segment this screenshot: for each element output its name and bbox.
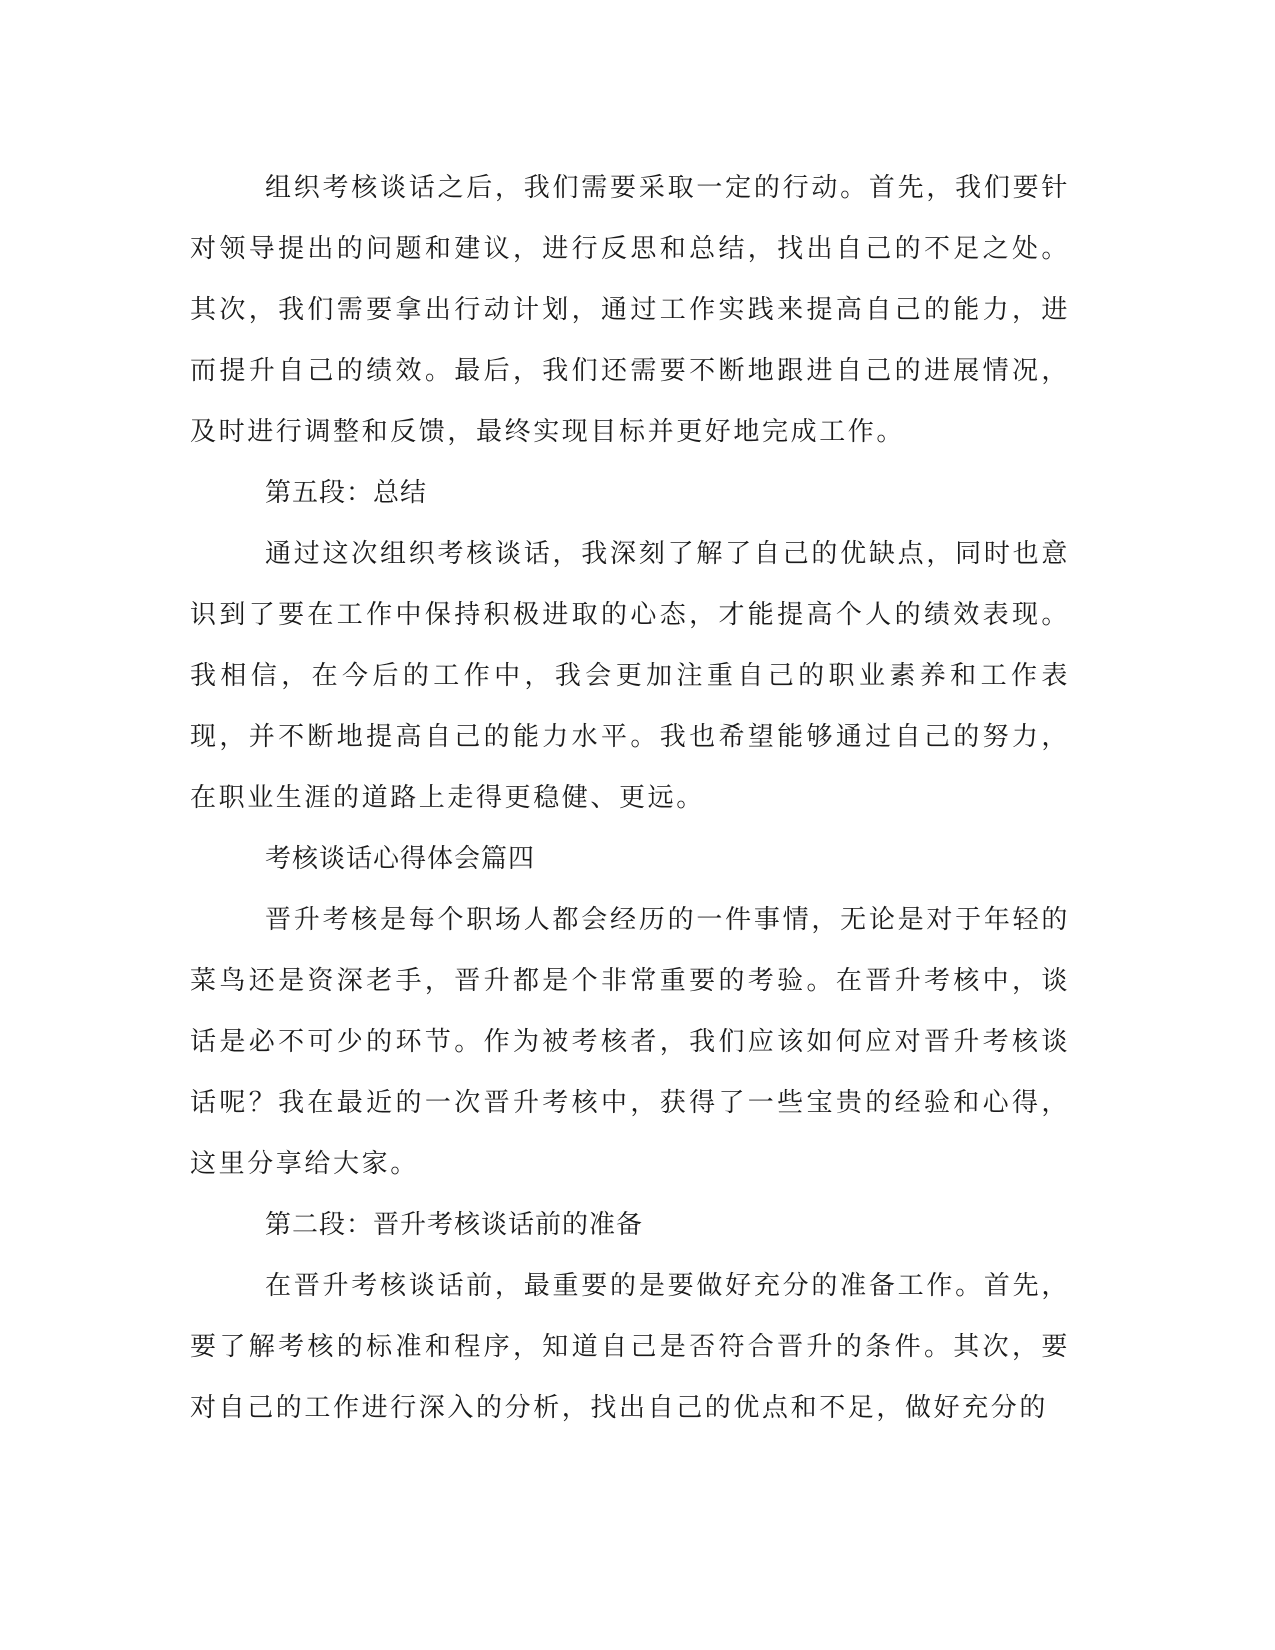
paragraph-preparation: 在晋升考核谈话前，最重要的是要做好充分的准备工作。首先，要了解考核的标准和程序，知道自己是否符合晋升的条件。其次，要对自己的工作进行深入的分析，找出自己的优点和不足，做好充分的 xyxy=(190,1271,1070,1423)
paragraph-summary: 通过这次组织考核谈话，我深刻了解了自己的优缺点，同时也意识到了要在工作中保持积极进取的心态，才能提高个人的绩效表现。我相信，在今后的工作中，我会更加注重自己的职业素养和工作表现，并不断地提高自己的能力水平。我也希望能够通过自己的努力，在职业生涯的道路上走得更稳健、更远。 xyxy=(190,539,1070,813)
paragraph-action-after-talk: 组织考核谈话之后，我们需要采取一定的行动。首先，我们要针对领导提出的问题和建议，进行反思和总结，找出自己的不足之处。其次，我们需要拿出行动计划，通过工作实践来提高自己的能力，进而提升自己的绩效。最后，我们还需要不断地跟进自己的进展情况，及时进行调整和反馈，最终实现目标并更好地完成工作。 xyxy=(190,173,1070,447)
article-title-part-four: 考核谈话心得体会篇四 xyxy=(265,844,536,874)
section-heading-summary: 第五段：总结 xyxy=(265,478,428,508)
paragraph-promotion-intro: 晋升考核是每个职场人都会经历的一件事情，无论是对于年轻的菜鸟还是资深老手，晋升都是个非常重要的考验。在晋升考核中，谈话是必不可少的环节。作为被考核者，我们应该如何应对晋升考核谈话呢？我在最近的一次晋升考核中，获得了一些宝贵的经验和心得，这里分享给大家。 xyxy=(190,905,1070,1179)
section-heading-preparation: 第二段：晋升考核谈话前的准备 xyxy=(265,1210,644,1240)
document-body xyxy=(190,158,1070,1439)
